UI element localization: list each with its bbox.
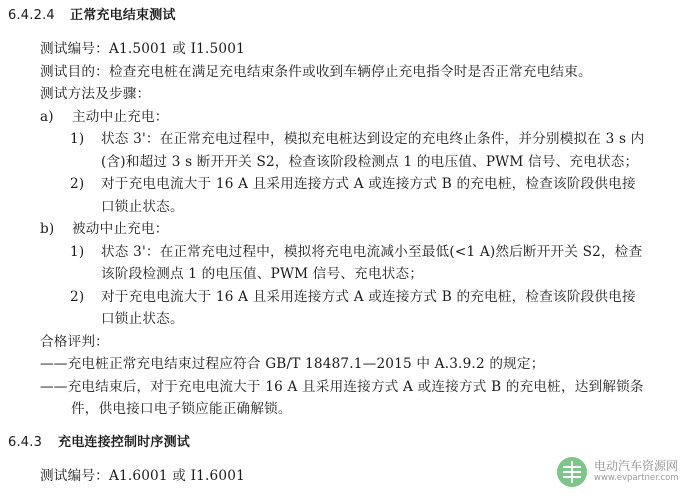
section-title: 正常充电结束测试 bbox=[70, 8, 176, 23]
sub-item-line: 对于充电电流大于 16 A 且采用连接方式 A 或连接方式 B 的充电桩，检查该阶段供电接 bbox=[101, 176, 636, 192]
list-marker: 2) bbox=[70, 176, 85, 192]
watermark-name: 电动汽车资源网 bbox=[594, 459, 679, 473]
section-number: 6.4.3 bbox=[8, 435, 43, 450]
sub-item-line: 状态 3'：在正常充电过程中，模拟充电桩达到设定的充电终止条件，并分别模拟在 3 s 内 bbox=[101, 131, 645, 147]
sub-item-line: 该阶段检测点 1 的电压值、PWM 信号、充电状态； bbox=[101, 266, 424, 282]
list-marker: 1) bbox=[70, 131, 85, 147]
list-item-title: 主动中止充电： bbox=[72, 109, 169, 125]
sub-item-line: 状态 3'：在正常充电过程中，模拟将充电电流减小至最低(<1 A)然后断开开关 S2，检查 bbox=[101, 244, 643, 260]
test-method-label: 测试方法及步骤： bbox=[40, 86, 151, 102]
criteria-item-continuation: 件，供电接口电子锁应能正确解锁。 bbox=[71, 401, 292, 417]
criteria-item: ——充电桩正常充电结束过程应符合 GB/T 18487.1—2015 中 A.3.9.2 的规定； bbox=[40, 356, 545, 372]
sub-item-line: 口锁止状态。 bbox=[101, 311, 184, 327]
test-purpose: 测试目的：检查充电桩在满足充电结束条件或收到车辆停止充电指令时是否正常充电结束。 bbox=[40, 64, 592, 80]
sub-item-b2 bbox=[70, 288, 636, 306]
list-marker: b) bbox=[40, 221, 55, 237]
watermark-url: www.evpartner.com bbox=[594, 473, 679, 483]
criteria-label: 合格评判： bbox=[40, 334, 109, 350]
sub-item-a1 bbox=[70, 130, 645, 148]
list-marker: 1) bbox=[70, 244, 85, 260]
section-title: 充电连接控制时序测试 bbox=[58, 435, 191, 450]
evpartner-logo-icon bbox=[557, 457, 587, 487]
sub-item-line: 对于充电电流大于 16 A 且采用连接方式 A 或连接方式 B 的充电桩，检查该阶段供电接 bbox=[101, 289, 636, 305]
sub-item-line: 口锁止状态。 bbox=[101, 199, 184, 215]
criteria-item: ——充电结束后，对于充电电流大于 16 A 且采用连接方式 A 或连接方式 B 的充电桩，达到解锁条 bbox=[40, 379, 644, 395]
sub-item-b1 bbox=[70, 243, 643, 261]
list-marker: a) bbox=[40, 109, 54, 125]
sub-item-a2 bbox=[70, 175, 636, 193]
sub-item-line: (含)和超过 3 s 断开开关 S2，检查该阶段检测点 1 的电压值、PWM 信号、充电状态； bbox=[101, 154, 639, 170]
list-item-a bbox=[40, 108, 169, 126]
list-item-title: 被动中止充电： bbox=[72, 221, 169, 237]
section-heading-6-4-2-4 bbox=[8, 7, 176, 25]
list-item-b bbox=[40, 220, 169, 238]
list-marker: 2) bbox=[70, 289, 85, 305]
test-id: 测试编号：A1.6001 或 I1.6001 bbox=[40, 468, 245, 484]
section-number: 6.4.2.4 bbox=[8, 8, 55, 23]
watermark-logo bbox=[557, 455, 687, 491]
test-id: 测试编号：A1.5001 或 I1.5001 bbox=[40, 41, 245, 57]
section-heading-6-4-3 bbox=[8, 434, 190, 452]
